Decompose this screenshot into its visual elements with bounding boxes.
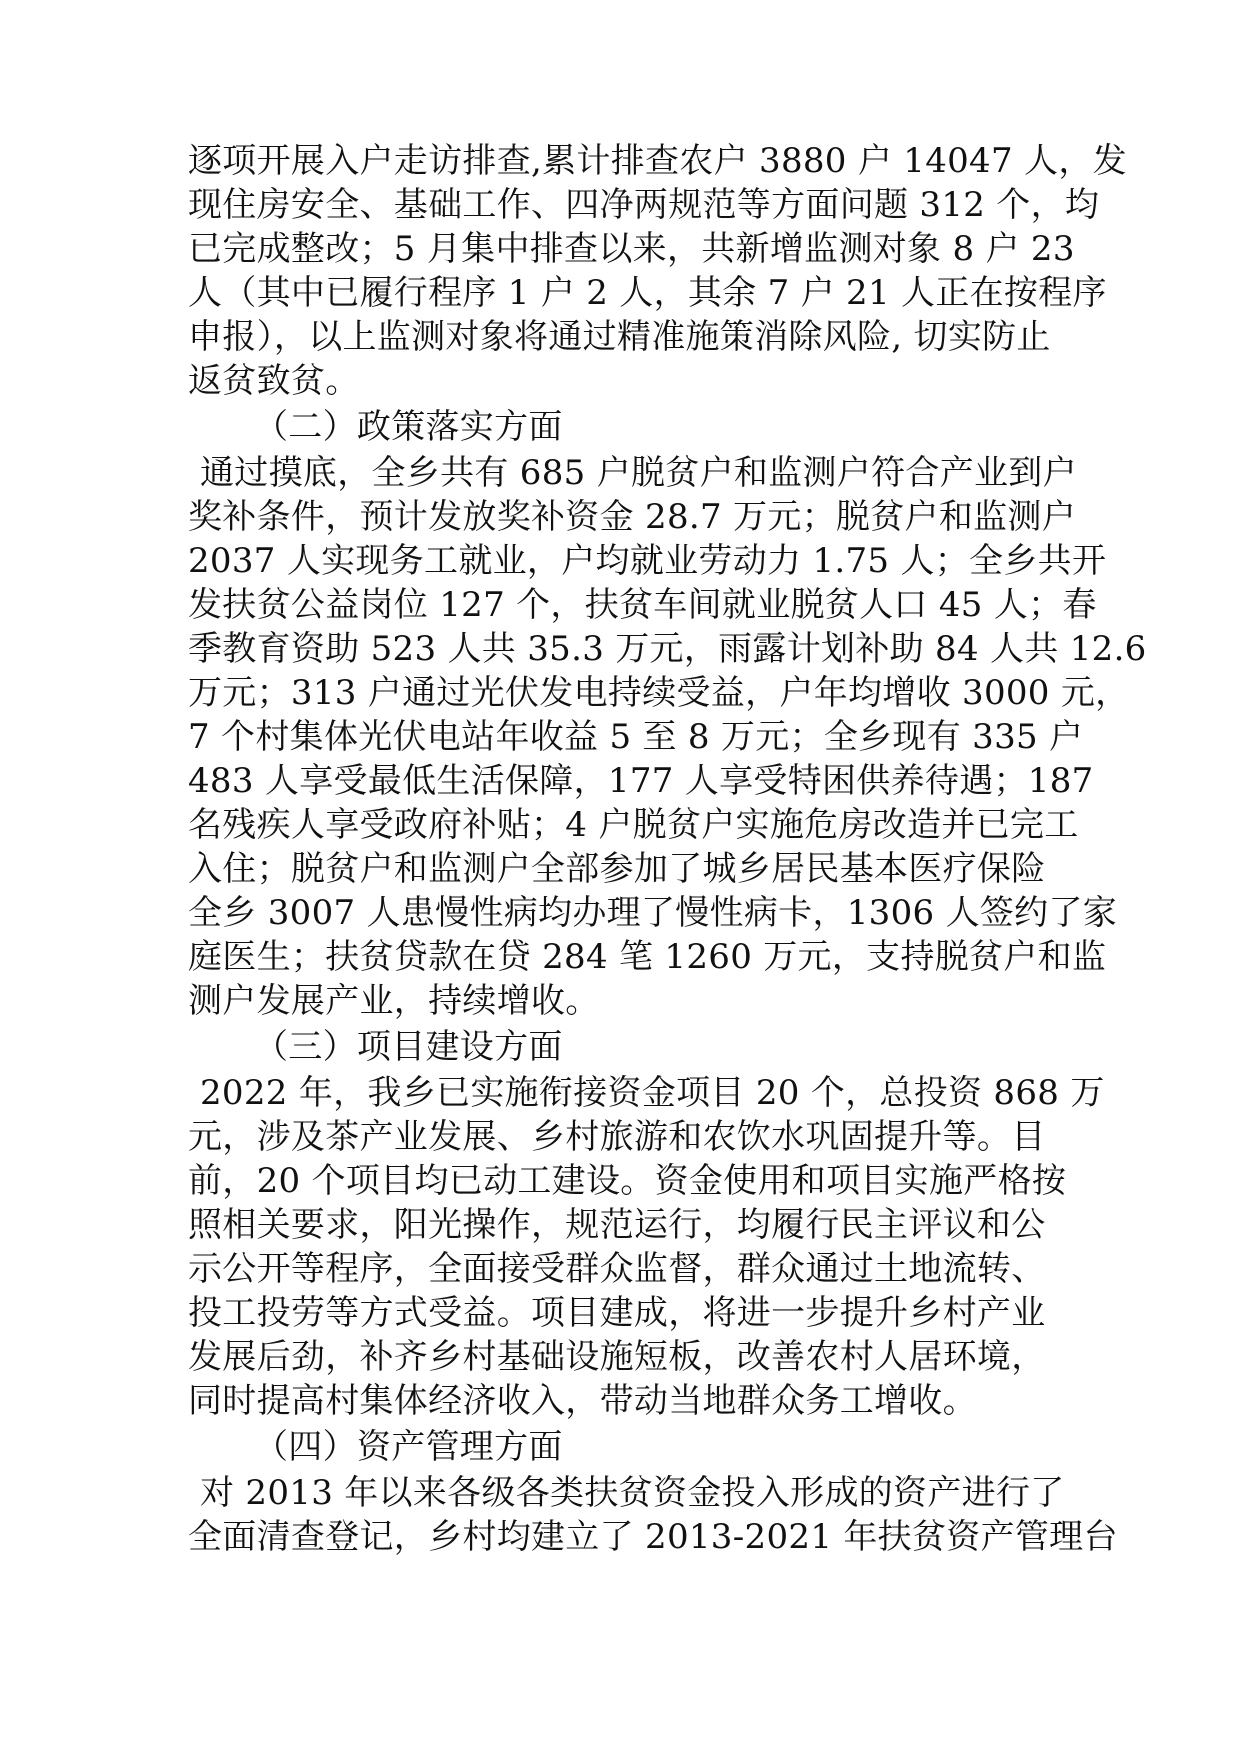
body-text-line: 申报），以上监测对象将通过精准施策消除风险, 切实防止 — [188, 317, 1051, 357]
body-text-line: 人（其中已履行程序 1 户 2 人，其余 7 户 21 人正在按程序 — [188, 273, 1107, 313]
body-text-line: 通过摸底，全乡共有 685 户脱贫户和监测户符合产业到户 — [200, 453, 1077, 493]
body-text-line: 对 2013 年以来各级各类扶贫资金投入形成的资产进行了 — [200, 1473, 1065, 1513]
body-text-line: 现住房安全、基础工作、四净两规范等方面问题 312 个，均 — [188, 185, 1100, 225]
body-text-line: 万元；313 户通过光伏发电持续受益，户年均增收 3000 元， — [188, 673, 1130, 713]
body-text-line: 照相关要求，阳光操作，规范运行，均履行民主评议和公 — [188, 1205, 1046, 1245]
body-text-line: 入住；脱贫户和监测户全部参加了城乡居民基本医疗保险 — [188, 849, 1046, 889]
body-text-line: 奖补条件，预计发放奖补资金 28.7 万元；脱贫户和监测户 — [188, 497, 1077, 537]
body-text-line: 2022 年，我乡已实施衔接资金项目 20 个，总投资 868 万 — [200, 1073, 1105, 1113]
body-text-line: 元，涉及茶产业发展、乡村旅游和农饮水巩固提升等。目 — [188, 1117, 1046, 1157]
section-heading: （二）政策落实方面 — [254, 407, 563, 447]
body-text-line: 返贫致贫。 — [188, 361, 360, 401]
body-text-line: 已完成整改；5 月集中排查以来，共新增监测对象 8 户 23 — [188, 229, 1075, 269]
body-text-line: 名残疾人享受政府补贴；4 户脱贫户实施危房改造并已完工 — [188, 805, 1079, 845]
section-heading: （三）项目建设方面 — [254, 1027, 563, 1067]
body-text-line: 发展后劲，补齐乡村基础设施短板，改善农村人居环境， — [188, 1337, 1046, 1377]
body-text-line: 7 个村集体光伏电站年收益 5 至 8 万元；全乡现有 335 户 — [188, 717, 1084, 757]
body-text-line: 测户发展产业，持续增收。 — [188, 981, 600, 1021]
body-text-line: 前，20 个项目均已动工建设。资金使用和项目实施严格按 — [188, 1161, 1067, 1201]
body-text-line: 投工投劳等方式受益。项目建成，将进一步提升乡村产业 — [188, 1293, 1046, 1333]
body-text-line: 发扶贫公益岗位 127 个，扶贫车间就业脱贫人口 45 人；春 — [188, 585, 1097, 625]
body-text-line: 全乡 3007 人患慢性病均办理了慢性病卡，1306 人签约了家 — [188, 893, 1118, 933]
body-text-line: 逐项开展入户走访排查,累计排查农户 3880 户 14047 人，发 — [188, 141, 1127, 181]
body-text-line: 庭医生；扶贫贷款在贷 284 笔 1260 万元，支持脱贫户和监 — [188, 937, 1107, 977]
section-heading: （四）资产管理方面 — [254, 1427, 563, 1467]
body-text-line: 全面清查登记，乡村均建立了 2013-2021 年扶贫资产管理台 — [188, 1517, 1118, 1557]
body-text-line: 同时提高村集体经济收入，带动当地群众务工增收。 — [188, 1381, 977, 1421]
body-text-line: 483 人享受最低生活保障，177 人享受特困供养待遇；187 — [188, 761, 1094, 801]
body-text-line: 2037 人实现务工就业，户均就业劳动力 1.75 人；全乡共开 — [188, 541, 1107, 581]
body-text-line: 示公开等程序，全面接受群众监督，群众通过土地流转、 — [188, 1249, 1046, 1289]
body-text-line: 季教育资助 523 人共 35.3 万元，雨露计划补助 84 人共 12.6 — [188, 629, 1147, 669]
